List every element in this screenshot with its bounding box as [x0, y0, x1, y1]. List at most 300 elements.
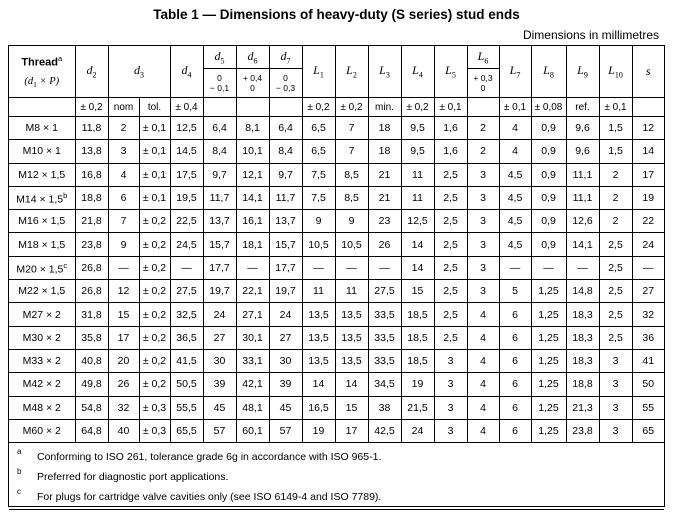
value-cell: 21,3	[566, 396, 599, 419]
value-cell: 21	[368, 186, 401, 209]
value-cell: 6	[499, 303, 531, 326]
thread-cell: M8 × 1	[9, 117, 75, 140]
column-tolerance: ± 0,2	[75, 98, 108, 117]
value-cell: 50,5	[170, 373, 203, 396]
value-cell: 12	[632, 117, 664, 140]
value-cell: 7	[335, 117, 368, 140]
column-symbol: $d_2$	[86, 63, 97, 80]
value-cell: 13,7	[269, 210, 302, 233]
value-cell: 16,1	[236, 210, 269, 233]
dimensions-table-frame	[8, 45, 665, 507]
value-cell: 9,5	[401, 140, 434, 163]
column-header-l8	[531, 46, 566, 98]
thread-cell: M30 × 2	[9, 326, 75, 349]
value-cell: 18,5	[401, 326, 434, 349]
column-symbol: $L_9$	[577, 63, 588, 80]
value-cell: 17	[632, 163, 664, 186]
value-cell: 7,5	[302, 186, 335, 209]
value-cell: 1,25	[531, 373, 566, 396]
footnote-text: Preferred for diagnostic port applications.	[37, 471, 229, 484]
value-cell: 27,5	[170, 280, 203, 303]
value-cell: 2	[108, 117, 139, 140]
column-symbol: $d_3$	[134, 63, 144, 80]
column-tolerance: ref.	[566, 98, 599, 117]
column-symbol: $L_6$	[477, 48, 489, 66]
dimensions-table	[9, 46, 664, 510]
value-cell: 6	[499, 349, 531, 372]
value-cell: 27	[269, 326, 302, 349]
value-cell: 27	[203, 326, 236, 349]
value-cell: 1,25	[531, 349, 566, 372]
value-cell: 23,8	[75, 233, 108, 256]
value-cell: 1,25	[531, 419, 566, 442]
value-cell: 3	[467, 186, 499, 209]
thread-cell: M16 × 1,5	[9, 210, 75, 233]
value-cell: 39	[203, 373, 236, 396]
column-tolerance: ± 0,1	[434, 98, 467, 117]
value-cell: 65	[632, 419, 664, 442]
value-cell: 10,5	[302, 233, 335, 256]
table-row	[9, 419, 664, 442]
value-cell: ± 0,2	[139, 349, 170, 372]
value-cell: 7,5	[302, 163, 335, 186]
value-cell: 0,9	[531, 210, 566, 233]
value-cell: 18,3	[566, 349, 599, 372]
thread-header-cell	[9, 46, 75, 98]
value-cell: —	[236, 256, 269, 279]
value-cell: 5	[499, 280, 531, 303]
column-tolerance: tol.	[139, 98, 170, 117]
value-cell: 14	[632, 140, 664, 163]
column-symbol: $d_4$	[181, 63, 192, 80]
column-range-d7	[269, 69, 302, 98]
value-cell: 13,7	[203, 210, 236, 233]
value-cell: 18,3	[566, 303, 599, 326]
table-row	[9, 140, 664, 163]
value-cell: 9	[302, 210, 335, 233]
column-tolerance: nom	[108, 98, 139, 117]
thread-cell: M22 × 1,5	[9, 280, 75, 303]
header-row-tolerances	[9, 98, 664, 117]
column-header-l6	[467, 46, 499, 69]
value-cell: 2	[599, 186, 632, 209]
value-cell: ± 0,1	[139, 186, 170, 209]
thread-cell: M48 × 2	[9, 396, 75, 419]
table-row	[9, 303, 664, 326]
value-cell: 21,5	[401, 396, 434, 419]
footnote-mark: b	[17, 467, 22, 477]
column-header-d6	[236, 46, 269, 69]
range-text: + 0,3 0	[473, 72, 493, 93]
value-cell: 10,1	[236, 140, 269, 163]
value-cell: 19,7	[269, 280, 302, 303]
value-cell: 18,5	[401, 303, 434, 326]
value-cell: 26,8	[75, 256, 108, 279]
value-cell: 3	[599, 373, 632, 396]
column-symbol: $L_4$	[412, 63, 423, 80]
value-cell: 55	[632, 396, 664, 419]
value-cell: 2	[467, 140, 499, 163]
value-cell: 27	[632, 280, 664, 303]
thread-header-blank	[9, 98, 75, 117]
column-symbol: $L_3$	[379, 63, 390, 80]
value-cell: 2	[599, 210, 632, 233]
value-cell: 36	[632, 326, 664, 349]
thread-header-sub: $(d_1 \times P)$	[24, 75, 60, 89]
column-header-d5	[203, 46, 236, 69]
value-cell: 33,1	[236, 349, 269, 372]
value-cell: 45	[203, 396, 236, 419]
value-cell: 6,5	[302, 140, 335, 163]
value-cell: 57	[269, 419, 302, 442]
value-cell: 33,5	[368, 349, 401, 372]
value-cell: 4	[467, 326, 499, 349]
value-cell: 32	[108, 396, 139, 419]
thread-cell: M18 × 1,5	[9, 233, 75, 256]
value-cell: 0,9	[531, 117, 566, 140]
value-cell: 13,5	[302, 349, 335, 372]
value-cell: —	[335, 256, 368, 279]
value-cell: 22	[632, 210, 664, 233]
value-cell: 18,8	[566, 373, 599, 396]
value-cell: 0,9	[531, 163, 566, 186]
value-cell: 32	[632, 303, 664, 326]
value-cell: 11,7	[203, 186, 236, 209]
value-cell: 30,1	[236, 326, 269, 349]
value-cell: 16,5	[302, 396, 335, 419]
value-cell: 13,5	[302, 303, 335, 326]
value-cell: 30	[269, 349, 302, 372]
value-cell: 54,8	[75, 396, 108, 419]
footnote-text: Conforming to ISO 261, tolerance grade 6g in accordance with ISO 965-1.	[37, 451, 382, 464]
value-cell: 2,5	[434, 280, 467, 303]
value-cell: 9,7	[269, 163, 302, 186]
value-cell: 26	[368, 233, 401, 256]
value-cell: 6	[108, 186, 139, 209]
column-tolerance	[632, 98, 664, 117]
value-cell: 3	[434, 349, 467, 372]
value-cell: ± 0,2	[139, 326, 170, 349]
column-header-d2	[75, 46, 108, 98]
value-cell: 3	[467, 256, 499, 279]
table-row	[9, 210, 664, 233]
thread-cell: M20 × 1,5$^c$	[9, 256, 75, 279]
value-cell: 19,5	[170, 186, 203, 209]
value-cell: 6	[499, 326, 531, 349]
value-cell: 4,5	[499, 163, 531, 186]
value-cell: 3	[599, 419, 632, 442]
value-cell: 1,25	[531, 303, 566, 326]
value-cell: 13,8	[75, 140, 108, 163]
value-cell: 23,8	[566, 419, 599, 442]
value-cell: 1,5	[599, 140, 632, 163]
value-cell: ± 0,1	[139, 117, 170, 140]
footnote-mark: c	[17, 487, 21, 497]
value-cell: 15	[401, 280, 434, 303]
value-cell: 1,6	[434, 140, 467, 163]
value-cell: 13,5	[302, 326, 335, 349]
value-cell: 10,5	[335, 233, 368, 256]
value-cell: 2,5	[434, 210, 467, 233]
value-cell: ± 0,2	[139, 210, 170, 233]
value-cell: 35,8	[75, 326, 108, 349]
value-cell: 15,7	[269, 233, 302, 256]
value-cell: 11	[401, 186, 434, 209]
footnote	[9, 447, 664, 467]
value-cell: 18,1	[236, 233, 269, 256]
value-cell: 9,6	[566, 140, 599, 163]
value-cell: 27,1	[236, 303, 269, 326]
thread-cell: M14 × 1,5$^b$	[9, 186, 75, 209]
column-range-d6	[236, 69, 269, 98]
value-cell: 57	[203, 419, 236, 442]
table-title: Table 1 — Dimensions of heavy-duty (S series) stud ends	[153, 7, 520, 22]
footnote-mark: a	[17, 447, 22, 457]
value-cell: 2	[467, 117, 499, 140]
value-cell: 64,8	[75, 419, 108, 442]
value-cell: 2,5	[434, 163, 467, 186]
column-tolerance: ± 0,2	[401, 98, 434, 117]
value-cell: ± 0,3	[139, 419, 170, 442]
value-cell: 26	[108, 373, 139, 396]
value-cell: 13,5	[335, 326, 368, 349]
value-cell: 11	[302, 280, 335, 303]
column-symbol: $L_1$	[313, 63, 324, 80]
value-cell: 11	[401, 163, 434, 186]
value-cell: —	[632, 256, 664, 279]
value-cell: 24,5	[170, 233, 203, 256]
value-cell: 12,5	[170, 117, 203, 140]
column-tolerance-blank	[467, 98, 499, 117]
value-cell: 24	[401, 419, 434, 442]
column-header-l4	[401, 46, 434, 98]
value-cell: 4	[467, 349, 499, 372]
value-cell: 12,6	[566, 210, 599, 233]
value-cell: 4	[108, 163, 139, 186]
value-cell: 0,9	[531, 233, 566, 256]
value-cell: 6	[499, 373, 531, 396]
column-symbol: $L_5$	[445, 63, 456, 80]
value-cell: 18,3	[566, 326, 599, 349]
table-row	[9, 373, 664, 396]
column-tolerance-blank	[203, 98, 236, 117]
table-row	[9, 326, 664, 349]
value-cell: 34,5	[368, 373, 401, 396]
value-cell: 17,7	[203, 256, 236, 279]
column-header-s	[632, 46, 664, 98]
value-cell: 9,5	[401, 117, 434, 140]
value-cell: 20	[108, 349, 139, 372]
value-cell: 40,8	[75, 349, 108, 372]
value-cell: 7	[108, 210, 139, 233]
table-row	[9, 396, 664, 419]
value-cell: 2,5	[434, 256, 467, 279]
value-cell: 40	[108, 419, 139, 442]
value-cell: 0,9	[531, 140, 566, 163]
value-cell: 24	[269, 303, 302, 326]
value-cell: 3	[467, 233, 499, 256]
value-cell: 4	[467, 303, 499, 326]
value-cell: 2,5	[434, 233, 467, 256]
value-cell: ± 0,1	[139, 140, 170, 163]
value-cell: 14	[302, 373, 335, 396]
value-cell: 49,8	[75, 373, 108, 396]
footnote-text: For plugs for cartridge valve cavities only (see ISO 6149-4 and ISO 7789).	[37, 491, 382, 504]
value-cell: ± 0,2	[139, 233, 170, 256]
value-cell: 4	[499, 117, 531, 140]
value-cell: 2,5	[599, 326, 632, 349]
footnote	[9, 467, 664, 487]
value-cell: —	[170, 256, 203, 279]
value-cell: 30	[203, 349, 236, 372]
table-row	[9, 256, 664, 279]
thread-cell: M12 × 1,5	[9, 163, 75, 186]
footnote	[9, 487, 664, 507]
thread-cell: M10 × 1	[9, 140, 75, 163]
value-cell: 19,7	[203, 280, 236, 303]
value-cell: 4,5	[499, 233, 531, 256]
value-cell: 18,8	[75, 186, 108, 209]
value-cell: 19	[302, 419, 335, 442]
value-cell: 17,5	[170, 163, 203, 186]
value-cell: 2,5	[434, 186, 467, 209]
value-cell: 2,5	[599, 233, 632, 256]
value-cell: 21,8	[75, 210, 108, 233]
column-symbol: $L_{10}$	[608, 63, 623, 80]
column-tolerance: ± 0,1	[599, 98, 632, 117]
column-symbol: $d_7$	[280, 48, 291, 66]
value-cell: 4	[467, 373, 499, 396]
value-cell: 8,4	[269, 140, 302, 163]
table-row	[9, 186, 664, 209]
value-cell: 2	[599, 163, 632, 186]
column-tolerance: ± 0,2	[302, 98, 335, 117]
value-cell: 48,1	[236, 396, 269, 419]
value-cell: 65,5	[170, 419, 203, 442]
column-symbol: $d_6$	[247, 48, 258, 66]
units-note: Dimensions in millimetres	[522, 28, 659, 42]
value-cell: 18	[368, 117, 401, 140]
value-cell: —	[531, 256, 566, 279]
value-cell: 8,1	[236, 117, 269, 140]
value-cell: 2,5	[599, 280, 632, 303]
value-cell: 41	[632, 349, 664, 372]
value-cell: 11,1	[566, 186, 599, 209]
value-cell: 3	[467, 210, 499, 233]
value-cell: —	[368, 256, 401, 279]
value-cell: 3	[599, 396, 632, 419]
table-row	[9, 280, 664, 303]
value-cell: 33,5	[368, 303, 401, 326]
value-cell: 19	[632, 186, 664, 209]
value-cell: 13,5	[335, 303, 368, 326]
column-header-l10	[599, 46, 632, 98]
value-cell: 3	[434, 419, 467, 442]
value-cell: 4	[467, 396, 499, 419]
value-cell: 8,4	[203, 140, 236, 163]
value-cell: 15,7	[203, 233, 236, 256]
value-cell: 13,5	[335, 349, 368, 372]
value-cell: 2,5	[434, 303, 467, 326]
value-cell: 3	[599, 349, 632, 372]
column-header-d4	[170, 46, 203, 98]
range-text: 0 − 0,3	[275, 72, 296, 93]
value-cell: 60,1	[236, 419, 269, 442]
value-cell: 11,7	[269, 186, 302, 209]
value-cell: 4	[467, 419, 499, 442]
value-cell: 11,8	[75, 117, 108, 140]
value-cell: 0,9	[531, 186, 566, 209]
column-tolerance: min.	[368, 98, 401, 117]
value-cell: 9,6	[566, 117, 599, 140]
value-cell: 32,5	[170, 303, 203, 326]
header-row-symbols	[9, 46, 664, 69]
value-cell: 6	[499, 396, 531, 419]
value-cell: 2,5	[599, 256, 632, 279]
value-cell: 26,8	[75, 280, 108, 303]
value-cell: 38	[368, 396, 401, 419]
value-cell: 18	[368, 140, 401, 163]
value-cell: ± 0,3	[139, 396, 170, 419]
value-cell: 4	[499, 140, 531, 163]
value-cell: 9,7	[203, 163, 236, 186]
value-cell: ± 0,2	[139, 256, 170, 279]
column-tolerance: ± 0,08	[531, 98, 566, 117]
column-tolerance: ± 0,4	[170, 98, 203, 117]
footnotes-list	[9, 443, 664, 509]
value-cell: 1,5	[599, 117, 632, 140]
value-cell: —	[302, 256, 335, 279]
value-cell: 8,5	[335, 163, 368, 186]
thread-cell: M60 × 2	[9, 419, 75, 442]
value-cell: 50	[632, 373, 664, 396]
column-tolerance-blank	[236, 98, 269, 117]
range-text: 0 − 0,1	[209, 72, 230, 93]
footnotes-cell	[9, 443, 664, 510]
value-cell: 14	[401, 256, 434, 279]
value-cell: —	[108, 256, 139, 279]
value-cell: 6,4	[269, 117, 302, 140]
table-row	[9, 163, 664, 186]
column-header-l2	[335, 46, 368, 98]
value-cell: 3	[434, 396, 467, 419]
thread-cell: M42 × 2	[9, 373, 75, 396]
value-cell: 22,1	[236, 280, 269, 303]
value-cell: 14,5	[170, 140, 203, 163]
value-cell: 14	[335, 373, 368, 396]
value-cell: 3	[467, 280, 499, 303]
value-cell: 21	[368, 163, 401, 186]
value-cell: 3	[434, 373, 467, 396]
value-cell: 55,5	[170, 396, 203, 419]
value-cell: 2,5	[434, 326, 467, 349]
value-cell: 3	[108, 140, 139, 163]
value-cell: 22,5	[170, 210, 203, 233]
column-tolerance: ± 0,1	[499, 98, 531, 117]
value-cell: 12	[108, 280, 139, 303]
column-symbol: $L_2$	[346, 63, 357, 80]
value-cell: 42,1	[236, 373, 269, 396]
value-cell: 27,5	[368, 280, 401, 303]
column-header-d3	[108, 46, 170, 98]
value-cell: 24	[203, 303, 236, 326]
value-cell: 14,8	[566, 280, 599, 303]
thread-header-label: Thread$^a$	[21, 54, 63, 69]
value-cell: 36,5	[170, 326, 203, 349]
value-cell: 14,1	[566, 233, 599, 256]
value-cell: 4,5	[499, 210, 531, 233]
value-cell: 6,4	[203, 117, 236, 140]
